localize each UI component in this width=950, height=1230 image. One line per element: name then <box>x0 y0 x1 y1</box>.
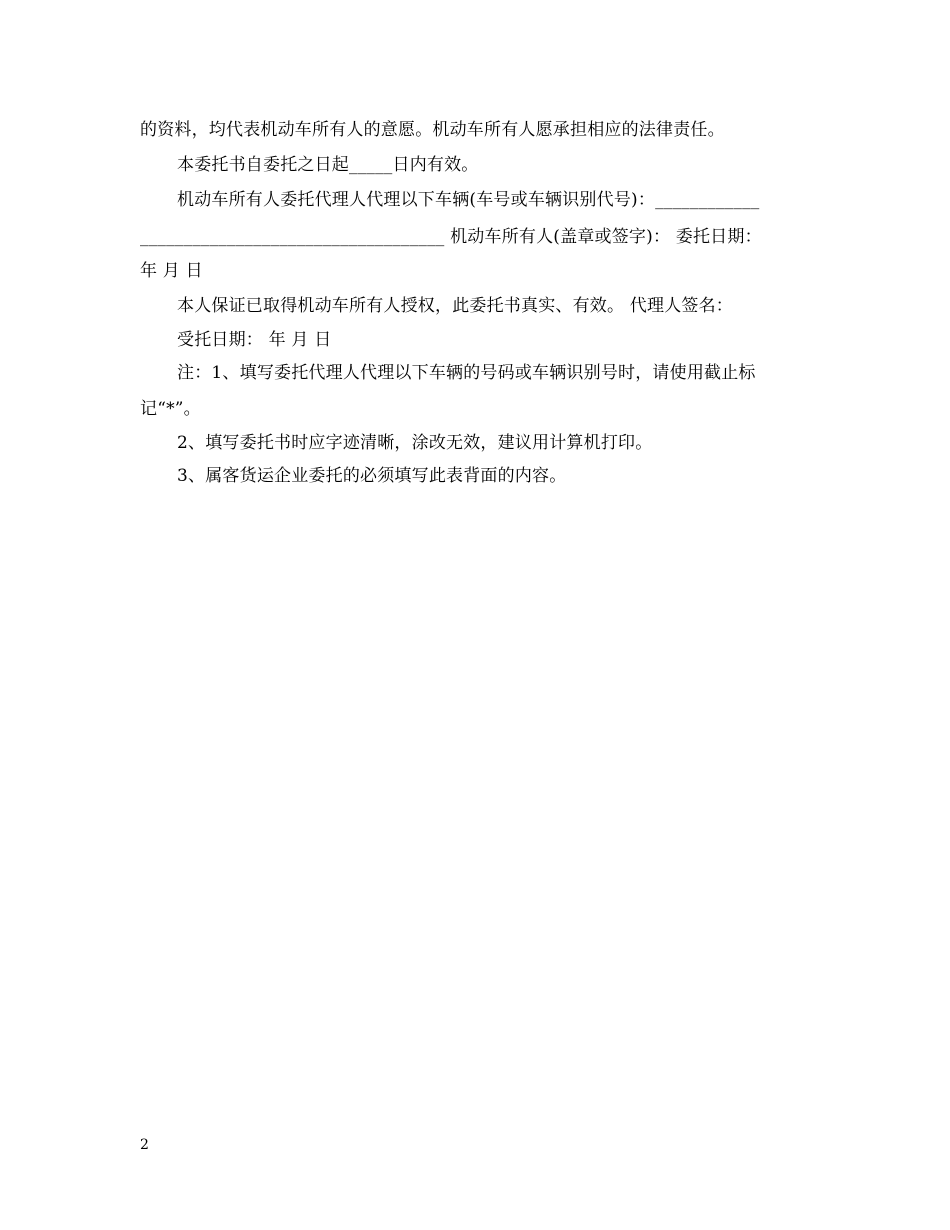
text-line-4: ___________________________________ 机动车所有人(盖章或签字)： 委托日期： <box>140 227 762 247</box>
text-line-11: 3、属客货运企业委托的必须填写此表背面的内容。 <box>177 466 567 486</box>
text-line-6: 本人保证已取得机动车所有人授权，此委托书真实、有效。 代理人签名： <box>177 296 734 316</box>
text-line-5: 年 月 日 <box>140 261 203 281</box>
text-line-10: 2、填写委托书时应字迹清晰，涂改无效，建议用计算机打印。 <box>177 433 653 453</box>
text-line-7: 受托日期： 年 月 日 <box>177 330 332 350</box>
text-line-1: 的资料，均代表机动车所有人的意愿。机动车所有人愿承担相应的法律责任。 <box>140 120 725 140</box>
text-line-3: 机动车所有人委托代理人代理以下车辆(车号或车辆识别代号)：____________ <box>177 190 760 210</box>
text-line-8: 注：1、填写委托代理人代理以下车辆的号码或车辆识别号时，请使用截止标 <box>177 363 756 383</box>
page-number: 2 <box>140 1137 149 1153</box>
text-line-2: 本委托书自委托之日起_____日内有效。 <box>177 155 479 175</box>
text-line-9: 记“*”。 <box>140 399 201 419</box>
